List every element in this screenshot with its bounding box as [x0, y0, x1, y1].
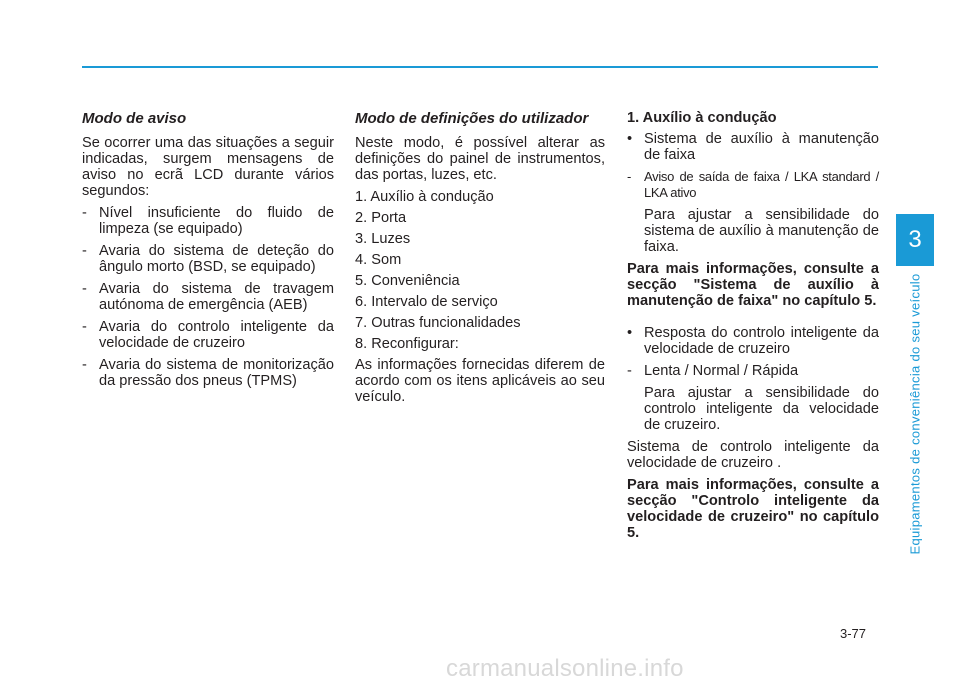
list-item-text: Avaria do controlo inteligente da velocidade de cruzeiro [99, 319, 334, 351]
dash-marker: - [82, 205, 87, 221]
list-item [82, 281, 334, 313]
dash-marker: - [82, 357, 87, 373]
description-paragraph: Para ajustar a sensibilidade do controlo inteligente da velocidade de cruzeiro. [644, 385, 879, 433]
list-item [82, 243, 334, 275]
list-item [82, 319, 334, 351]
dash-marker: - [627, 169, 632, 184]
dash-item [627, 169, 879, 201]
menu-list-item: 6. Intervalo de serviço [355, 294, 498, 310]
list-item-text: Avaria do sistema de monitorização da pressão dos pneus (TPMS) [99, 357, 334, 389]
bullet-marker: • [627, 131, 633, 147]
dash-item [627, 363, 879, 379]
column-driving-assist [627, 110, 879, 547]
chapter-side-label: Equipamentos de conveniência do seu veículo [907, 273, 923, 555]
dash-text: Aviso de saída de faixa / LKA standard / LKA ativo [644, 169, 879, 200]
dash-marker: - [82, 243, 87, 259]
menu-list-item: 8. Reconfigurar: [355, 336, 459, 352]
list-item [82, 357, 334, 389]
list-item-text: Nível insuficiente do fluido de limpeza (se equipado) [99, 205, 334, 237]
menu-list-item: 2. Porta [355, 210, 407, 226]
body-paragraph: Sistema de controlo inteligente da velocidade de cruzeiro . [627, 439, 879, 471]
bullet-item [627, 131, 879, 163]
intro-paragraph: Neste modo, é possível alterar as definições do painel de instrumentos, das portas, luzes, etc. [355, 135, 605, 183]
list-item-text: Avaria do sistema de travagem autónoma de emergência (AEB) [99, 281, 334, 313]
section-heading: 1. Auxílio à condução [627, 110, 777, 126]
menu-list-item: 7. Outras funcionalidades [355, 315, 521, 331]
bullet-marker: • [627, 325, 633, 341]
column-user-settings [355, 110, 605, 411]
bullet-item [627, 325, 879, 357]
list-item-text: Avaria do sistema de deteção do ângulo morto (BSD, se equipado) [99, 243, 334, 275]
reference-note: Para mais informações, consulte a secção "Sistema de auxílio à manutenção de faixa" no capítulo 5. [627, 261, 879, 309]
list-item [82, 205, 334, 237]
intro-paragraph: Se ocorrer uma das situações a seguir indicadas, surgem mensagens de aviso no ecrã LCD durante vários segundos: [82, 135, 334, 199]
outro-paragraph: As informações fornecidas diferem de acordo com os itens aplicáveis ao seu veículo. [355, 357, 605, 405]
bullet-text: Sistema de auxílio à manutenção de faixa [644, 131, 879, 163]
watermark: carmanualsonline.info [446, 655, 684, 682]
page-number: 3-77 [840, 626, 867, 641]
dash-marker: - [82, 281, 87, 297]
dash-marker: - [627, 363, 632, 379]
section-heading: Modo de aviso [82, 110, 187, 127]
description-paragraph: Para ajustar a sensibilidade do sistema de auxílio à manutenção de faixa. [644, 207, 879, 255]
spacer [627, 315, 879, 325]
section-heading: Modo de definições do utilizador [355, 110, 589, 127]
menu-list-item: 3. Luzes [355, 231, 411, 247]
menu-list-item: 1. Auxílio à condução [355, 189, 494, 205]
dash-text: Lenta / Normal / Rápida [644, 363, 799, 379]
bullet-text: Resposta do controlo inteligente da velocidade de cruzeiro [644, 325, 879, 357]
reference-note: Para mais informações, consulte a secção "Controlo inteligente da velocidade de cruzeiro" no capítulo 5. [627, 477, 879, 541]
menu-list-item: 4. Som [355, 252, 402, 268]
dash-marker: - [82, 319, 87, 335]
chapter-tab: 3 [896, 214, 934, 266]
column-warning-mode [82, 110, 334, 395]
menu-list-item: 5. Conveniência [355, 273, 460, 289]
header-rule [82, 66, 878, 68]
